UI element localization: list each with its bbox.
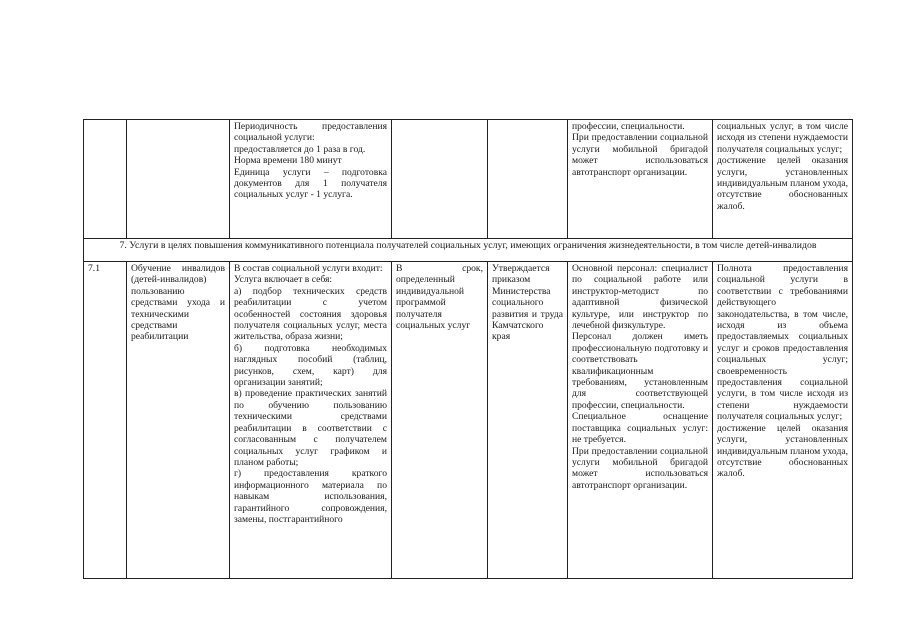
cell-quality-prev: социальных услуг, в том числе исходя из степени нуждаемости получателя социальных услуг; достижение целей оказания услуги, установленных индивидуальным планом ухода, отсутствие обоснованных жалоб. [712, 120, 853, 238]
cell-number-prev [83, 120, 126, 238]
table-row-7-1 [83, 261, 853, 579]
table-row-continuation [83, 119, 853, 238]
cell-service-content: В состав социальной услуги входит: Услуга включает в себя: а) подбор технических средств реабилитации с учетом особенностей состояния здоровья получателя социальных услуг, места жительства, образа жизни; б) подготовка необходимых наглядных пособий (таблиц, рисунков, схем, карт) для организации занятий; в) проведение практических занятий по обучению пользованию техническими средствами реабилитации в соответствии с согласованным с получателем социальных услуг графиком и планом работы; г) предоставления краткого информационного материала по навыкам использования, гарантийного сопровождения, замены, постгарантийного [229, 262, 391, 578]
cell-term-prev [391, 120, 487, 238]
services-table [83, 119, 853, 579]
cell-tariff-prev [487, 120, 567, 238]
section-heading-row [83, 238, 853, 261]
cell-tariff: Утверждается приказом Министерства социального развития и труда Камчатского края [487, 262, 567, 578]
cell-number: 7.1 [83, 262, 126, 578]
cell-periodicity-prev: Периодичность предоставления социальной услуги: предоставляется до 1 раза в год. Норма времени 180 минут Единица услуги – подготовка документов для 1 получателя социальных услуг - 1 услуга. [229, 120, 391, 238]
cell-term: В срок, определенный индивидуальной программой получателя социальных услуг [391, 262, 487, 578]
cell-staff-prev: профессии, специальности. При предоставлении социальной услуги мобильной бригадой может использоваться автотранспорт организации. [567, 120, 712, 238]
cell-staff: Основной персонал: специалист по социальной работе или инструктор-методист по адаптивной физической культуре, или инструктор по лечебной физкультуре. Персонал должен иметь профессиональную подготовку и соответствовать квалификационным требованиям, установленным для соответствующей профессии, специальности. Специальное оснащение поставщика социальных услуг: не требуется. При предоставлении социальной услуги мобильной бригадой может использоваться автотранспорт организации. [567, 262, 712, 578]
cell-service-name: Обучение инвалидов (детей-инвалидов) пользованию средствами ухода и техническими средствами реабилитации [126, 262, 229, 578]
cell-quality: Полнота предоставления социальной услуги в соответствии с требованиями действующего законодательства, в том числе, исходя из объема предоставляемых социальных услуг и сроков предоставления социальных услуг; своевременность предоставления социальной услуги, в том числе исходя из степени нуждаемости получателя социальных услуг; достижение целей оказания услуги, установленных индивидуальным планом ухода, отсутствие обоснованных жалоб. [712, 262, 853, 578]
cell-name-prev [126, 120, 229, 238]
section-title: 7. Услуги в целях повышения коммуникативного потенциала получателей социальных услуг, имеющих ограничения жизнедеятельности, в том числе детей-инвалидов [83, 239, 853, 261]
